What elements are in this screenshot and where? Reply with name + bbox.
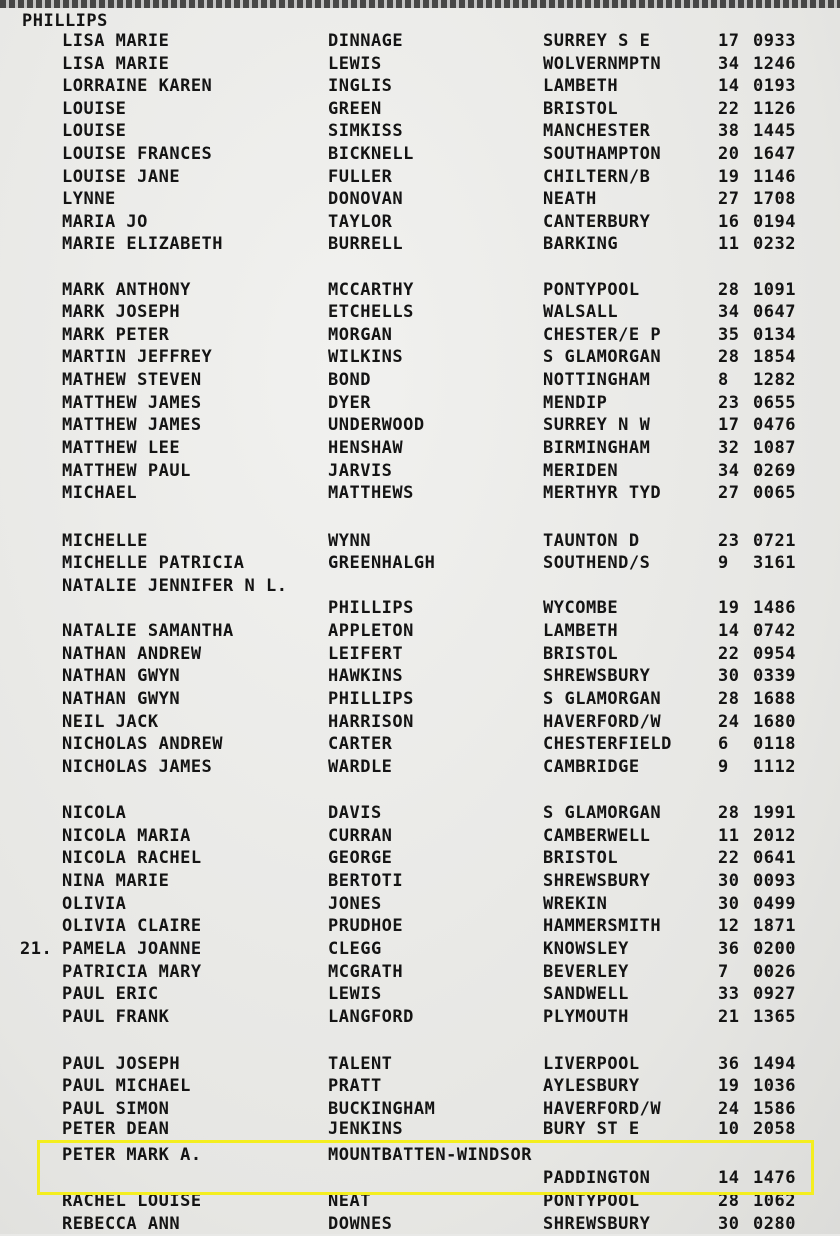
given-names: MARK JOSEPH [62, 302, 181, 322]
page-number: 1087 [753, 438, 796, 458]
volume-number: 14 [718, 621, 740, 641]
given-names: LORRAINE KAREN [62, 76, 213, 96]
page-number: 0118 [753, 734, 796, 754]
volume-number: 20 [718, 144, 740, 164]
district: HAVERFORD/W [543, 712, 662, 732]
volume-number: 30 [718, 666, 740, 686]
record-surname: BURRELL [328, 234, 404, 254]
page-number: 1476 [753, 1168, 796, 1188]
district: WREKIN [543, 894, 608, 914]
record-row [0, 620, 840, 643]
given-names: REBECCA ANN [62, 1214, 181, 1234]
district: TAUNTON D [543, 531, 640, 551]
volume-number: 27 [718, 483, 740, 503]
page-number: 0269 [753, 461, 796, 481]
record-row [0, 802, 840, 825]
volume-number: 14 [718, 76, 740, 96]
district: AYLESBURY [543, 1076, 640, 1096]
record-surname: MATTHEWS [328, 483, 414, 503]
page-number: 0933 [753, 31, 796, 51]
record-row [0, 893, 840, 916]
volume-number: 23 [718, 531, 740, 551]
record-row [0, 30, 840, 53]
district: BEVERLEY [543, 962, 629, 982]
district: CHESTERFIELD [543, 734, 672, 754]
record-surname: JENKINS [328, 1119, 404, 1139]
record-surname: JONES [328, 894, 382, 914]
district: MERIDEN [543, 461, 619, 481]
record-row [0, 756, 840, 779]
district: SOUTHAMPTON [543, 144, 662, 164]
margin-mark: 21. [20, 939, 53, 959]
volume-number: 24 [718, 712, 740, 732]
district: PLYMOUTH [543, 1007, 629, 1027]
given-names: MATTHEW LEE [62, 438, 181, 458]
record-row [0, 188, 840, 211]
given-names: LOUISE [62, 121, 127, 141]
volume-number: 38 [718, 121, 740, 141]
given-names: PAUL MICHAEL [62, 1076, 191, 1096]
record-row [0, 847, 840, 870]
district: BRISTOL [543, 848, 619, 868]
page-number: 1688 [753, 689, 796, 709]
record-row [0, 597, 840, 620]
given-names: LOUISE JANE [62, 167, 181, 187]
page-number: 1871 [753, 916, 796, 936]
district: WALSALL [543, 302, 619, 322]
page-number: 0065 [753, 483, 796, 503]
volume-number: 36 [718, 939, 740, 959]
given-names: NATHAN ANDREW [62, 644, 202, 664]
volume-number: 22 [718, 848, 740, 868]
record-surname: TALENT [328, 1054, 393, 1074]
record-surname: MORGAN [328, 325, 393, 345]
district: CANTERBURY [543, 212, 651, 232]
record-surname: PRATT [328, 1076, 382, 1096]
page-number: 1991 [753, 803, 796, 823]
record-surname: LEWIS [328, 984, 382, 1004]
volume-number: 14 [718, 1168, 740, 1188]
given-names: PAUL FRANK [62, 1007, 170, 1027]
volume-number: 22 [718, 99, 740, 119]
given-names: NINA MARIE [62, 871, 170, 891]
record-row [0, 1006, 840, 1029]
record-surname: LANGFORD [328, 1007, 414, 1027]
district: WOLVERNMPTN [543, 54, 662, 74]
record-row [0, 211, 840, 234]
given-names: NICOLA MARIA [62, 826, 191, 846]
page-number: 1486 [753, 598, 796, 618]
record-surname: CURRAN [328, 826, 393, 846]
record-surname: GEORGE [328, 848, 393, 868]
given-names: LISA MARIE [62, 54, 170, 74]
volume-number: 12 [718, 916, 740, 936]
given-names: MICHAEL [62, 483, 138, 503]
district: HAVERFORD/W [543, 1099, 662, 1119]
record-surname: WARDLE [328, 757, 393, 777]
given-names: MARK ANTHONY [62, 280, 191, 300]
page-number: 0200 [753, 939, 796, 959]
record-surname: HAWKINS [328, 666, 404, 686]
record-row [0, 414, 840, 437]
page-number: 0026 [753, 962, 796, 982]
record-surname: UNDERWOOD [328, 415, 425, 435]
record-row [0, 460, 840, 483]
volume-number: 34 [718, 302, 740, 322]
record-surname: HENSHAW [328, 438, 404, 458]
district: NEATH [543, 189, 597, 209]
record-row [0, 98, 840, 121]
given-names: PETER DEAN [62, 1119, 170, 1139]
volume-number: 27 [718, 189, 740, 209]
district: SURREY S E [543, 31, 651, 51]
volume-number: 28 [718, 689, 740, 709]
page-number: 3161 [753, 553, 796, 573]
volume-number: 33 [718, 984, 740, 1004]
district: LAMBETH [543, 621, 619, 641]
record-row [0, 575, 840, 598]
record-surname: MCGRATH [328, 962, 404, 982]
volume-number: 30 [718, 894, 740, 914]
district: BARKING [543, 234, 619, 254]
volume-number: 9 [718, 757, 729, 777]
page-number: 1680 [753, 712, 796, 732]
volume-number: 6 [718, 734, 729, 754]
record-surname: FULLER [328, 167, 393, 187]
district: LIVERPOOL [543, 1054, 640, 1074]
record-row [0, 983, 840, 1006]
record-row [0, 346, 840, 369]
given-names: MARIE ELIZABETH [62, 234, 224, 254]
record-row [0, 552, 840, 575]
page-number: 0194 [753, 212, 796, 232]
volume-number: 24 [718, 1099, 740, 1119]
page-number: 1586 [753, 1099, 796, 1119]
record-surname: CARTER [328, 734, 393, 754]
district: PADDINGTON [543, 1168, 651, 1188]
volume-number: 9 [718, 553, 729, 573]
volume-number: 30 [718, 1214, 740, 1234]
page-number: 0499 [753, 894, 796, 914]
record-surname: GREENHALGH [328, 553, 436, 573]
page-number: 1112 [753, 757, 796, 777]
district: SURREY N W [543, 415, 651, 435]
district: SHREWSBURY [543, 666, 651, 686]
highlight-box [37, 1140, 814, 1195]
given-names: LISA MARIE [62, 31, 170, 51]
volume-number: 34 [718, 54, 740, 74]
page-number: 1091 [753, 280, 796, 300]
page-number: 1445 [753, 121, 796, 141]
district: LAMBETH [543, 76, 619, 96]
given-names: NICHOLAS ANDREW [62, 734, 224, 754]
volume-number: 11 [718, 234, 740, 254]
page-number: 0927 [753, 984, 796, 1004]
page-number: 1126 [753, 99, 796, 119]
record-row [0, 75, 840, 98]
record-row [0, 143, 840, 166]
record-surname: NEAT [328, 1191, 371, 1211]
given-names: MICHELLE [62, 531, 148, 551]
record-surname: WILKINS [328, 347, 404, 367]
given-names: PAUL ERIC [62, 984, 159, 1004]
district: NOTTINGHAM [543, 370, 651, 390]
page-number: 0954 [753, 644, 796, 664]
volume-number: 30 [718, 871, 740, 891]
given-names: MARK PETER [62, 325, 170, 345]
given-names: OLIVIA [62, 894, 127, 914]
record-row [0, 437, 840, 460]
page-number: 1246 [753, 54, 796, 74]
page-number: 0721 [753, 531, 796, 551]
given-names: MARTIN JEFFREY [62, 347, 213, 367]
page-number: 1494 [753, 1054, 796, 1074]
given-names: NATHAN GWYN [62, 666, 181, 686]
record-row [0, 643, 840, 666]
page-number: 0476 [753, 415, 796, 435]
page-number: 1365 [753, 1007, 796, 1027]
given-names: PAMELA JOANNE [62, 939, 202, 959]
volume-number: 10 [718, 1119, 740, 1139]
record-row [0, 301, 840, 324]
record-row [0, 665, 840, 688]
record-surname: ETCHELLS [328, 302, 414, 322]
given-names: PATRICIA MARY [62, 962, 202, 982]
district: CHILTERN/B [543, 167, 651, 187]
record-row [0, 1075, 840, 1098]
record-surname: TAYLOR [328, 212, 393, 232]
given-names: NATALIE JENNIFER N L. [62, 576, 288, 596]
record-surname: PRUDHOE [328, 916, 404, 936]
district: WYCOMBE [543, 598, 619, 618]
record-surname: SIMKISS [328, 121, 404, 141]
record-surname: BUCKINGHAM [328, 1099, 436, 1119]
given-names: NEIL JACK [62, 712, 159, 732]
record-surname: DONOVAN [328, 189, 404, 209]
record-surname: PHILLIPS [328, 689, 414, 709]
record-row [0, 938, 840, 961]
page-number: 2058 [753, 1119, 796, 1139]
district: S GLAMORGAN [543, 689, 662, 709]
district: PONTYPOOL [543, 280, 640, 300]
record-surname: BERTOTI [328, 871, 404, 891]
district: KNOWSLEY [543, 939, 629, 959]
district: MANCHESTER [543, 121, 651, 141]
volume-number: 28 [718, 347, 740, 367]
page-number: 0232 [753, 234, 796, 254]
page-number: 0193 [753, 76, 796, 96]
volume-number: 32 [718, 438, 740, 458]
record-row [0, 392, 840, 415]
record-row [0, 166, 840, 189]
district: SHREWSBURY [543, 871, 651, 891]
district: SHREWSBURY [543, 1214, 651, 1234]
given-names: MATHEW STEVEN [62, 370, 202, 390]
volume-number: 8 [718, 370, 729, 390]
volume-number: 19 [718, 598, 740, 618]
record-surname: APPLETON [328, 621, 414, 641]
given-names: MICHELLE PATRICIA [62, 553, 245, 573]
page-number: 0280 [753, 1214, 796, 1234]
volume-number: 35 [718, 325, 740, 345]
record-surname: GREEN [328, 99, 382, 119]
page-number: 1708 [753, 189, 796, 209]
district: HAMMERSMITH [543, 916, 662, 936]
page-number: 2012 [753, 826, 796, 846]
record-row [0, 961, 840, 984]
volume-number: 34 [718, 461, 740, 481]
record-surname: BICKNELL [328, 144, 414, 164]
given-names: PETER MARK A. [62, 1145, 202, 1165]
surname-header: PHILLIPS [22, 11, 108, 31]
volume-number: 23 [718, 393, 740, 413]
record-row [0, 915, 840, 938]
district: MENDIP [543, 393, 608, 413]
record-row [0, 53, 840, 76]
page-number: 1854 [753, 347, 796, 367]
district: BRISTOL [543, 99, 619, 119]
page-number: 1146 [753, 167, 796, 187]
record-surname: DINNAGE [328, 31, 404, 51]
given-names: NICOLA RACHEL [62, 848, 202, 868]
given-names: NICOLA [62, 803, 127, 823]
page-top-border [0, 0, 840, 8]
page-number: 0655 [753, 393, 796, 413]
record-row [0, 711, 840, 734]
record-surname: JARVIS [328, 461, 393, 481]
volume-number: 28 [718, 1191, 740, 1211]
page-number: 0641 [753, 848, 796, 868]
given-names: LOUISE FRANCES [62, 144, 213, 164]
given-names: MARIA JO [62, 212, 148, 232]
volume-number: 17 [718, 31, 740, 51]
district: CAMBRIDGE [543, 757, 640, 777]
page-number: 0093 [753, 871, 796, 891]
given-names: MATTHEW JAMES [62, 415, 202, 435]
district: S GLAMORGAN [543, 347, 662, 367]
page-number: 1282 [753, 370, 796, 390]
record-row [0, 233, 840, 256]
district: PONTYPOOL [543, 1191, 640, 1211]
page-number: 0339 [753, 666, 796, 686]
record-row [0, 688, 840, 711]
given-names: NATALIE SAMANTHA [62, 621, 234, 641]
record-surname: DYER [328, 393, 371, 413]
district: SOUTHEND/S [543, 553, 651, 573]
district: BRISTOL [543, 644, 619, 664]
volume-number: 21 [718, 1007, 740, 1027]
record-surname: PHILLIPS [328, 598, 414, 618]
page-number: 0134 [753, 325, 796, 345]
given-names: MATTHEW PAUL [62, 461, 191, 481]
record-row [0, 870, 840, 893]
volume-number: 16 [718, 212, 740, 232]
volume-number: 19 [718, 1076, 740, 1096]
volume-number: 28 [718, 803, 740, 823]
district: S GLAMORGAN [543, 803, 662, 823]
given-names: RACHEL LOUISE [62, 1191, 202, 1211]
given-names: PAUL JOSEPH [62, 1054, 181, 1074]
record-surname: BOND [328, 370, 371, 390]
record-surname: INGLIS [328, 76, 393, 96]
record-surname: LEIFERT [328, 644, 404, 664]
volume-number: 36 [718, 1054, 740, 1074]
district: BURY ST E [543, 1119, 640, 1139]
record-surname: MCCARTHY [328, 280, 414, 300]
district: SANDWELL [543, 984, 629, 1004]
district: BIRMINGHAM [543, 438, 651, 458]
given-names: NICHOLAS JAMES [62, 757, 213, 777]
district: CHESTER/E P [543, 325, 662, 345]
record-row [0, 1118, 840, 1141]
record-row [0, 1053, 840, 1076]
given-names: OLIVIA CLAIRE [62, 916, 202, 936]
volume-number: 17 [718, 415, 740, 435]
record-surname: CLEGG [328, 939, 382, 959]
record-surname: WYNN [328, 531, 371, 551]
given-names: NATHAN GWYN [62, 689, 181, 709]
volume-number: 7 [718, 962, 729, 982]
record-row [0, 482, 840, 505]
given-names: LOUISE [62, 99, 127, 119]
page-number: 1036 [753, 1076, 796, 1096]
record-surname: DAVIS [328, 803, 382, 823]
district: CAMBERWELL [543, 826, 651, 846]
volume-number: 28 [718, 280, 740, 300]
record-surname: HARRISON [328, 712, 414, 732]
record-surname: MOUNTBATTEN-WINDSOR [328, 1145, 532, 1165]
district: MERTHYR TYD [543, 483, 662, 503]
volume-number: 22 [718, 644, 740, 664]
record-surname: DOWNES [328, 1214, 393, 1234]
record-surname: LEWIS [328, 54, 382, 74]
record-row [0, 1213, 840, 1236]
given-names: LYNNE [62, 189, 116, 209]
record-row [0, 733, 840, 756]
page-number: 1062 [753, 1191, 796, 1211]
volume-number: 19 [718, 167, 740, 187]
page-number: 1647 [753, 144, 796, 164]
record-row [0, 530, 840, 553]
given-names: PAUL SIMON [62, 1099, 170, 1119]
given-names: MATTHEW JAMES [62, 393, 202, 413]
page-number: 0647 [753, 302, 796, 322]
record-row [0, 369, 840, 392]
page-number: 0742 [753, 621, 796, 641]
volume-number: 11 [718, 826, 740, 846]
record-row [0, 120, 840, 143]
record-row [0, 825, 840, 848]
record-row [0, 324, 840, 347]
record-row [0, 279, 840, 302]
